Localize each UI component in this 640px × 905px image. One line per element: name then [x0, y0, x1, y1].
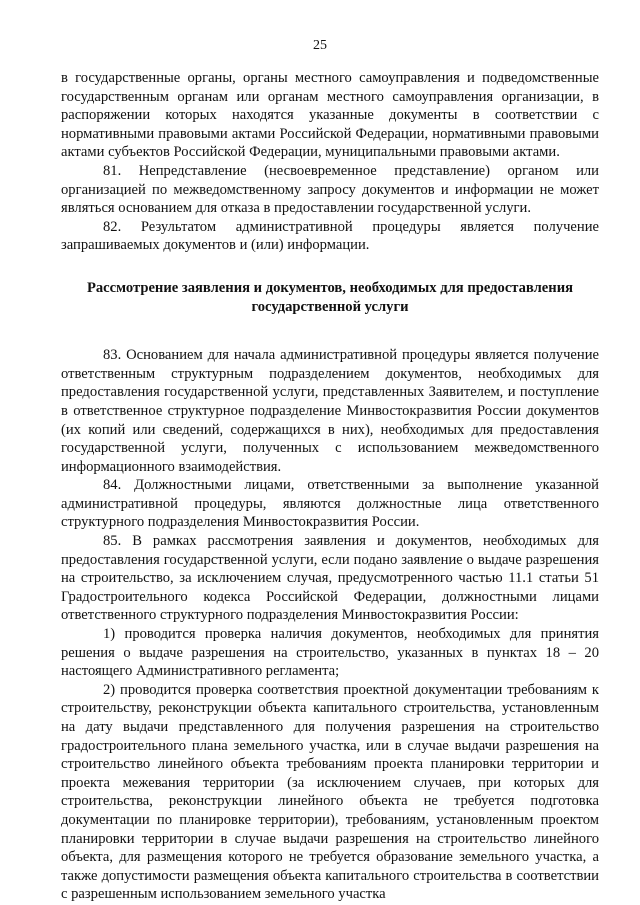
- page-number: 25: [313, 38, 327, 53]
- paragraph-83: 83. Основанием для начала административной процедуры является получение ответственным структурным подразделением документов, необходимых для предоставления государственной услуги, представленных Заявителем, и поступление в ответственное структурное подразделение Минвостокразвития России документов (их копий или сведений, содержащихся в них), необходимых для предоставления государственной услуги, полученных с использованием межведомственного информационного взаимодействия.: [61, 347, 599, 475]
- paragraph-81: 81. Непредставление (несвоевременное представление) органом или организацией по межведомственному запросу документов и информации не может являться основанием для отказа в предоставлении государственной услуги.: [61, 162, 599, 217]
- paragraph-85: 85. В рамках рассмотрения заявления и документов, необходимых для предоставления государственной услуги, если подано заявление о выдаче разрешения на строительство, за исключением случая, предусмотренного частью 11.1 статьи 51 Градостроительного кодекса Российской Федерации, должностными лицами ответственного структурного подразделения Минвостокразвития России:: [61, 533, 599, 624]
- page-content: [61, 69, 599, 904]
- section-heading: Рассмотрение заявления и документов, необходимых для предоставления государственной услуги: [86, 279, 574, 315]
- paragraph-82: 82. Результатом административной процедуры является получение запрашиваемых документов и (или) информации.: [61, 218, 599, 254]
- paragraph-84: 84. Должностными лицами, ответственными за выполнение указанной административной процедуры, являются должностные лица ответственного структурного подразделения Минвостокразвития России.: [61, 477, 599, 531]
- list-item-2: 2) проводится проверка соответствия проектной документации требованиям к строительству, реконструкции объекта капитального строительства, установленным на дату выдачи представленного для получения разрешения на строительство градостроительного плана земельного участка, или в случае выдачи разрешения на строительство линейного объекта требованиям проекта планировки территории и проекта межевания территории (за исключением случаев, при которых для строительства, реконструкции линейного объекта не требуется подготовка документации по планировке территории), требованиям, установленным проектом планировки территории в случае выдачи разрешения на строительство линейного объекта, для размещения которого не требуется образование земельного участка, а также допустимости размещения объекта капитального строительства в соответствии с разрешенным использованием земельного участка: [61, 681, 599, 903]
- list-item-1: 1) проводится проверка наличия документов, необходимых для принятия решения о выдаче разрешения на строительство, указанных в пунктах 18 – 20 настоящего Административного регламента;: [61, 626, 599, 680]
- paragraph-continuation: в государственные органы, органы местного самоуправления и подведомственные государственным органам или органам местного самоуправления организации, в распоряжении которых находятся указанные документы в соответствии с нормативными правовыми актами Российской Федерации, нормативными правовыми актами субъектов Российской Федерации, муниципальными правовыми актами.: [61, 70, 599, 161]
